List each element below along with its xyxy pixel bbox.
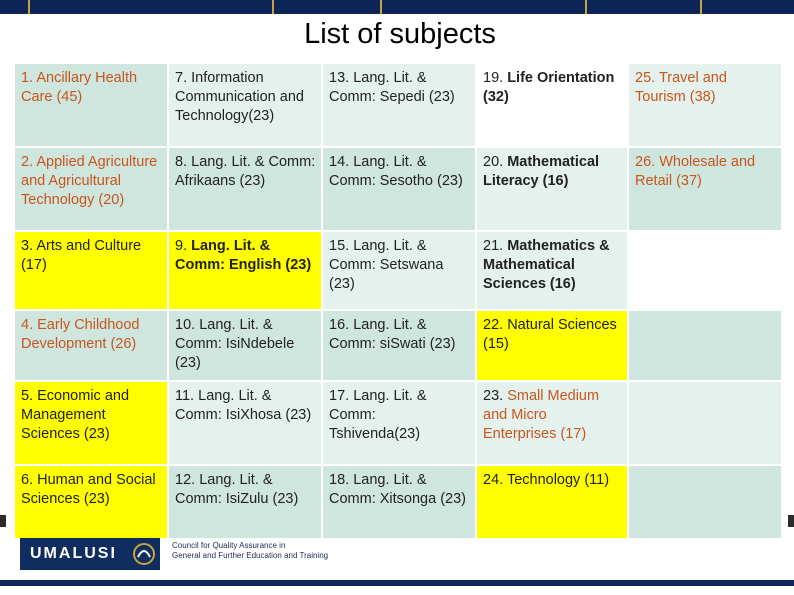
subject-cell: 3. Arts and Culture (17) — [14, 231, 168, 310]
council-name — [172, 541, 328, 561]
subject-cell: 12. Lang. Lit. & Comm: IsiZulu (23) — [168, 465, 322, 539]
logo-text: UMALUSI — [30, 545, 117, 562]
empty-cell — [628, 310, 782, 381]
subject-cell: 23. Small Medium and Micro Enterprises (17) — [476, 381, 628, 465]
banner-accent — [272, 0, 274, 14]
subject-cell: 18. Lang. Lit. & Comm: Xitsonga (23) — [322, 465, 476, 539]
subject-cell: 1. Ancillary Health Care (45) — [14, 63, 168, 147]
table-row — [14, 147, 782, 231]
subject-cell: 21. Mathematics & Mathematical Sciences (16) — [476, 231, 628, 310]
subject-cell: 19. Life Orientation (32) — [476, 63, 628, 147]
slide-title: List of subjects — [304, 18, 496, 50]
bottom-banner — [0, 580, 794, 586]
table-row — [14, 465, 782, 539]
subject-cell: 17. Lang. Lit. & Comm: Tshivenda(23) — [322, 381, 476, 465]
subject-cell: 9. Lang. Lit. & Comm: English (23) — [168, 231, 322, 310]
banner-accent — [380, 0, 382, 14]
table-row — [14, 231, 782, 310]
subjects-table — [13, 62, 783, 540]
subject-cell: 15. Lang. Lit. & Comm: Setswana (23) — [322, 231, 476, 310]
banner-accent — [28, 0, 30, 14]
empty-cell — [628, 465, 782, 539]
subject-cell: 4. Early Childhood Development (26) — [14, 310, 168, 381]
subject-cell: 5. Economic and Management Sciences (23) — [14, 381, 168, 465]
subject-cell: 11. Lang. Lit. & Comm: IsiXhosa (23) — [168, 381, 322, 465]
table-row — [14, 63, 782, 147]
subject-cell: 25. Travel and Tourism (38) — [628, 63, 782, 147]
table-row — [14, 310, 782, 381]
subject-cell: 16. Lang. Lit. & Comm: siSwati (23) — [322, 310, 476, 381]
crest-icon — [132, 541, 156, 567]
subject-cell: 7. Information Communication and Technology(23) — [168, 63, 322, 147]
slide-edge-mark — [788, 515, 794, 527]
subject-cell: 22. Natural Sciences (15) — [476, 310, 628, 381]
empty-cell — [628, 381, 782, 465]
empty-cell — [628, 231, 782, 310]
subject-cell: 2. Applied Agriculture and Agricultural Technology (20) — [14, 147, 168, 231]
subject-cell: 6. Human and Social Sciences (23) — [14, 465, 168, 539]
subject-cell: 13. Lang. Lit. & Comm: Sepedi (23) — [322, 63, 476, 147]
slide-edge-mark — [0, 515, 6, 527]
subject-cell: 20. Mathematical Literacy (16) — [476, 147, 628, 231]
subject-cell: 8. Lang. Lit. & Comm: Afrikaans (23) — [168, 147, 322, 231]
top-banner — [0, 0, 794, 14]
subject-cell: 10. Lang. Lit. & Comm: IsiNdebele (23) — [168, 310, 322, 381]
subject-cell: 26. Wholesale and Retail (37) — [628, 147, 782, 231]
banner-accent — [585, 0, 587, 14]
council-line: Council for Quality Assurance in — [172, 541, 286, 550]
table-row — [14, 381, 782, 465]
subject-cell: 24. Technology (11) — [476, 465, 628, 539]
council-line: General and Further Education and Training — [172, 551, 329, 560]
banner-accent — [700, 0, 702, 14]
subject-cell: 14. Lang. Lit. & Comm: Sesotho (23) — [322, 147, 476, 231]
